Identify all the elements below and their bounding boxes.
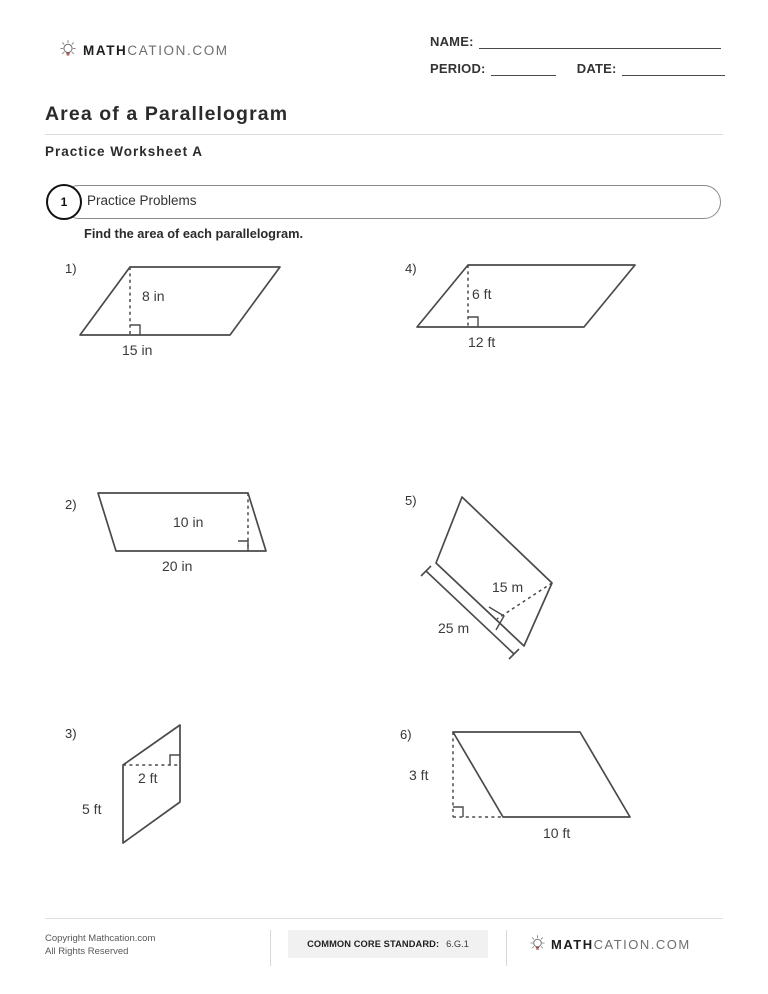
problem-4 [400, 255, 680, 375]
name-label: NAME: [430, 34, 474, 49]
right-angle-marker [468, 317, 478, 327]
parallelogram-figure-5 [400, 483, 640, 663]
copyright-line-2: All Rights Reserved [45, 946, 129, 957]
height-label: 2 ft [138, 770, 158, 786]
right-angle-marker [238, 541, 248, 551]
footer-divider-left [270, 930, 271, 966]
copyright-block [45, 932, 155, 958]
base-label: 20 in [162, 558, 193, 574]
date-input-line[interactable] [622, 62, 725, 76]
copyright-line-1: Copyright Mathcation.com [45, 933, 156, 944]
section-label: Practice Problems [87, 193, 197, 208]
footer-divider [45, 918, 723, 919]
parallelogram-figure-4 [400, 255, 680, 375]
standard-label: COMMON CORE STANDARD: [307, 939, 440, 949]
parallelogram-outline [417, 265, 635, 327]
name-input-line[interactable] [479, 35, 721, 49]
right-angle-marker [130, 325, 140, 335]
date-label: DATE: [576, 61, 617, 76]
problem-6 [395, 705, 645, 855]
brand-bold: MATH [83, 42, 128, 58]
footer-brand-wordmark [551, 937, 691, 952]
section-number-badge [46, 184, 82, 220]
period-input-line[interactable] [491, 62, 556, 76]
lightbulb-icon [530, 935, 545, 954]
footer-brand-logo [530, 935, 691, 954]
right-angle-marker [453, 807, 463, 817]
base-label: 5 ft [82, 801, 102, 817]
standard-value: 6.G.1 [446, 939, 469, 949]
student-info-fields [430, 34, 725, 88]
parallelogram-outline [80, 267, 280, 335]
height-label: 10 in [173, 514, 204, 530]
brand-wordmark [83, 43, 229, 58]
right-angle-marker [170, 755, 180, 765]
section-bar [62, 185, 721, 219]
height-label: 3 ft [409, 767, 429, 783]
problem-5 [400, 483, 640, 663]
problem-number: 5) [405, 493, 417, 508]
height-label: 15 m [492, 579, 524, 595]
height-label: 6 ft [472, 286, 492, 302]
page-header [45, 34, 723, 90]
right-angle-marker [489, 607, 504, 630]
problem-number: 6) [400, 727, 412, 742]
period-label: PERIOD: [430, 61, 486, 76]
instruction-text: Find the area of each parallelogram. [84, 226, 304, 241]
problem-3 [60, 710, 280, 870]
parallelogram-outline [453, 732, 630, 817]
problem-number: 4) [405, 261, 417, 276]
problem-2 [60, 483, 340, 593]
title-divider [45, 134, 723, 135]
footer-brand-light: CATION.COM [593, 937, 691, 952]
base-label: 15 in [122, 342, 153, 358]
height-label: 8 in [142, 288, 165, 304]
base-label: 10 ft [543, 825, 571, 841]
brand-light: CATION.COM [127, 42, 229, 58]
lightbulb-icon [60, 40, 76, 60]
page-subtitle: Practice Worksheet A [45, 144, 204, 159]
problem-number: 1) [65, 261, 77, 276]
parallelogram-figure-1 [60, 255, 340, 375]
problem-number: 3) [65, 726, 77, 741]
brand-logo [60, 40, 229, 60]
base-label: 25 m [438, 620, 470, 636]
base-label: 12 ft [468, 334, 496, 350]
name-field-row [430, 34, 725, 49]
problem-1 [60, 255, 340, 375]
period-date-field-row [430, 61, 725, 76]
parallelogram-figure-6 [395, 705, 645, 855]
parallelogram-figure-3 [60, 710, 280, 870]
common-core-standard-box [288, 930, 488, 958]
section-number: 1 [60, 195, 68, 209]
footer-brand-bold: MATH [551, 937, 594, 952]
page-title: Area of a Parallelogram [45, 103, 289, 125]
problem-number: 2) [65, 497, 77, 512]
parallelogram-figure-2 [60, 483, 340, 593]
footer-divider-right [506, 930, 507, 966]
